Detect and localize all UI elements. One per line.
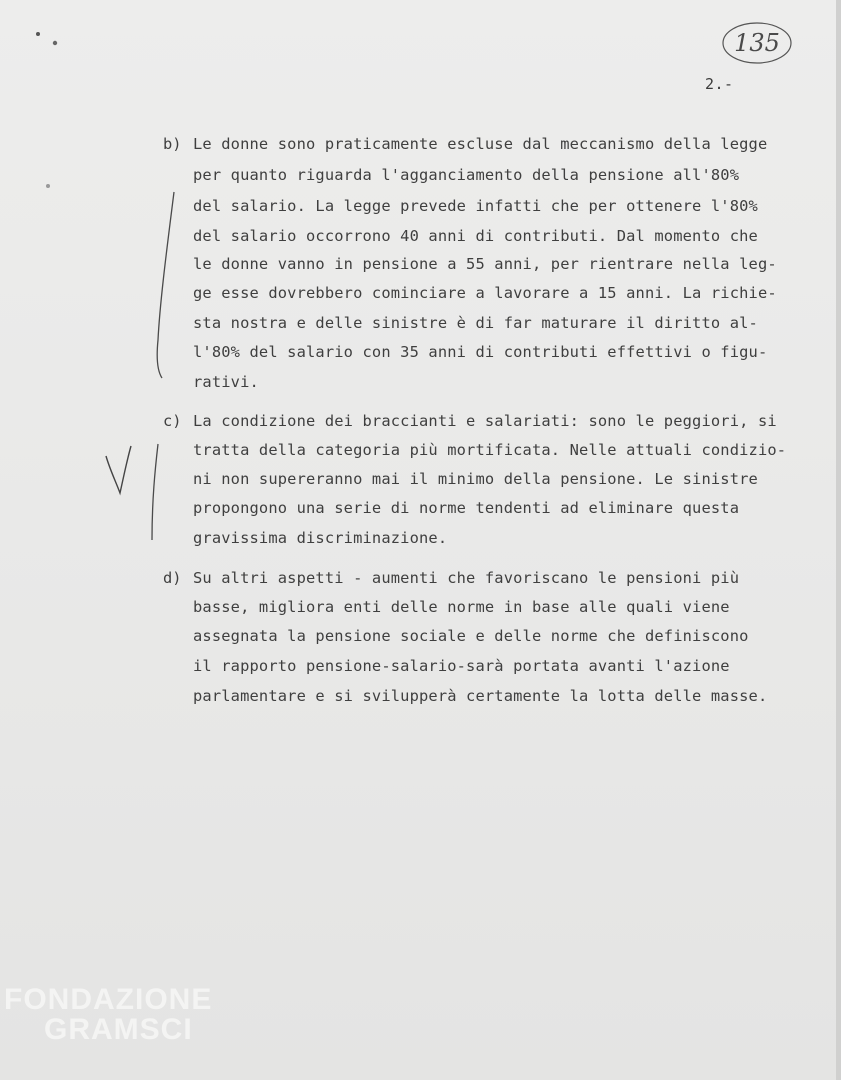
speck-2 xyxy=(53,41,57,45)
archive-watermark xyxy=(4,985,212,1045)
paragraph-d-line-4: il rapporto pensione-salario-sarà portata avanti l'azione xyxy=(193,657,730,675)
paragraph-d-line-2: basse, migliora enti delle norme in base alle quali viene xyxy=(193,598,730,616)
paragraph-b-line-8: l'80% del salario con 35 anni di contributi effettivi o figu- xyxy=(193,343,768,361)
page-number: 2.- xyxy=(705,75,734,93)
watermark-line-2: GRAMSCI xyxy=(44,1013,193,1046)
margin-line-c xyxy=(152,444,158,540)
paragraph-b-line-6: ge esse dovrebbero cominciare a lavorare a 15 anni. La richie- xyxy=(193,284,777,302)
paragraph-c-line-2: tratta della categoria più mortificata. Nelle attuali condizio- xyxy=(193,441,787,459)
paragraph-c-line-4: propongono una serie di norme tendenti ad eliminare questa xyxy=(193,499,740,517)
paragraph-c-line-1: La condizione dei braccianti e salariati: sono le peggiori, si xyxy=(193,412,777,430)
margin-line-b xyxy=(157,192,174,378)
paragraph-d-line-5: parlamentare e si svilupperà certamente la lotta delle masse. xyxy=(193,687,768,705)
paragraph-c-line-5: gravissima discriminazione. xyxy=(193,529,448,547)
paragraph-b-line-2: per quanto riguarda l'agganciamento della pensione all'80% xyxy=(193,166,740,184)
speck-1 xyxy=(36,32,40,36)
paragraph-d-line-3: assegnata la pensione sociale e delle norme che definiscono xyxy=(193,627,749,645)
paragraph-b-line-1: Le donne sono praticamente escluse dal meccanismo della legge xyxy=(193,135,768,153)
paragraph-b-line-4: del salario occorrono 40 anni di contributi. Dal momento che xyxy=(193,227,758,245)
paragraph-b-marker: b) xyxy=(163,135,182,153)
paragraph-b-line-7: sta nostra e delle sinistre è di far maturare il diritto al- xyxy=(193,314,758,332)
check-mark-c xyxy=(106,446,131,493)
paragraph-d-line-1: Su altri aspetti - aumenti che favoriscano le pensioni più xyxy=(193,569,740,587)
paragraph-d-marker: d) xyxy=(163,569,182,587)
speck-3 xyxy=(46,184,50,188)
paragraph-c-line-3: ni non supereranno mai il minimo della pensione. Le sinistre xyxy=(193,470,758,488)
stamp-number: 135 xyxy=(734,29,780,57)
watermark-line-1: FONDAZIONE xyxy=(4,983,213,1016)
paragraph-b-line-3: del salario. La legge prevede infatti che per ottenere l'80% xyxy=(193,197,758,215)
paragraph-b-line-9: rativi. xyxy=(193,373,259,391)
paragraph-c-marker: c) xyxy=(163,412,182,430)
paragraph-b-line-5: le donne vanno in pensione a 55 anni, per rientrare nella leg- xyxy=(193,255,777,273)
archive-stamp xyxy=(718,18,798,68)
